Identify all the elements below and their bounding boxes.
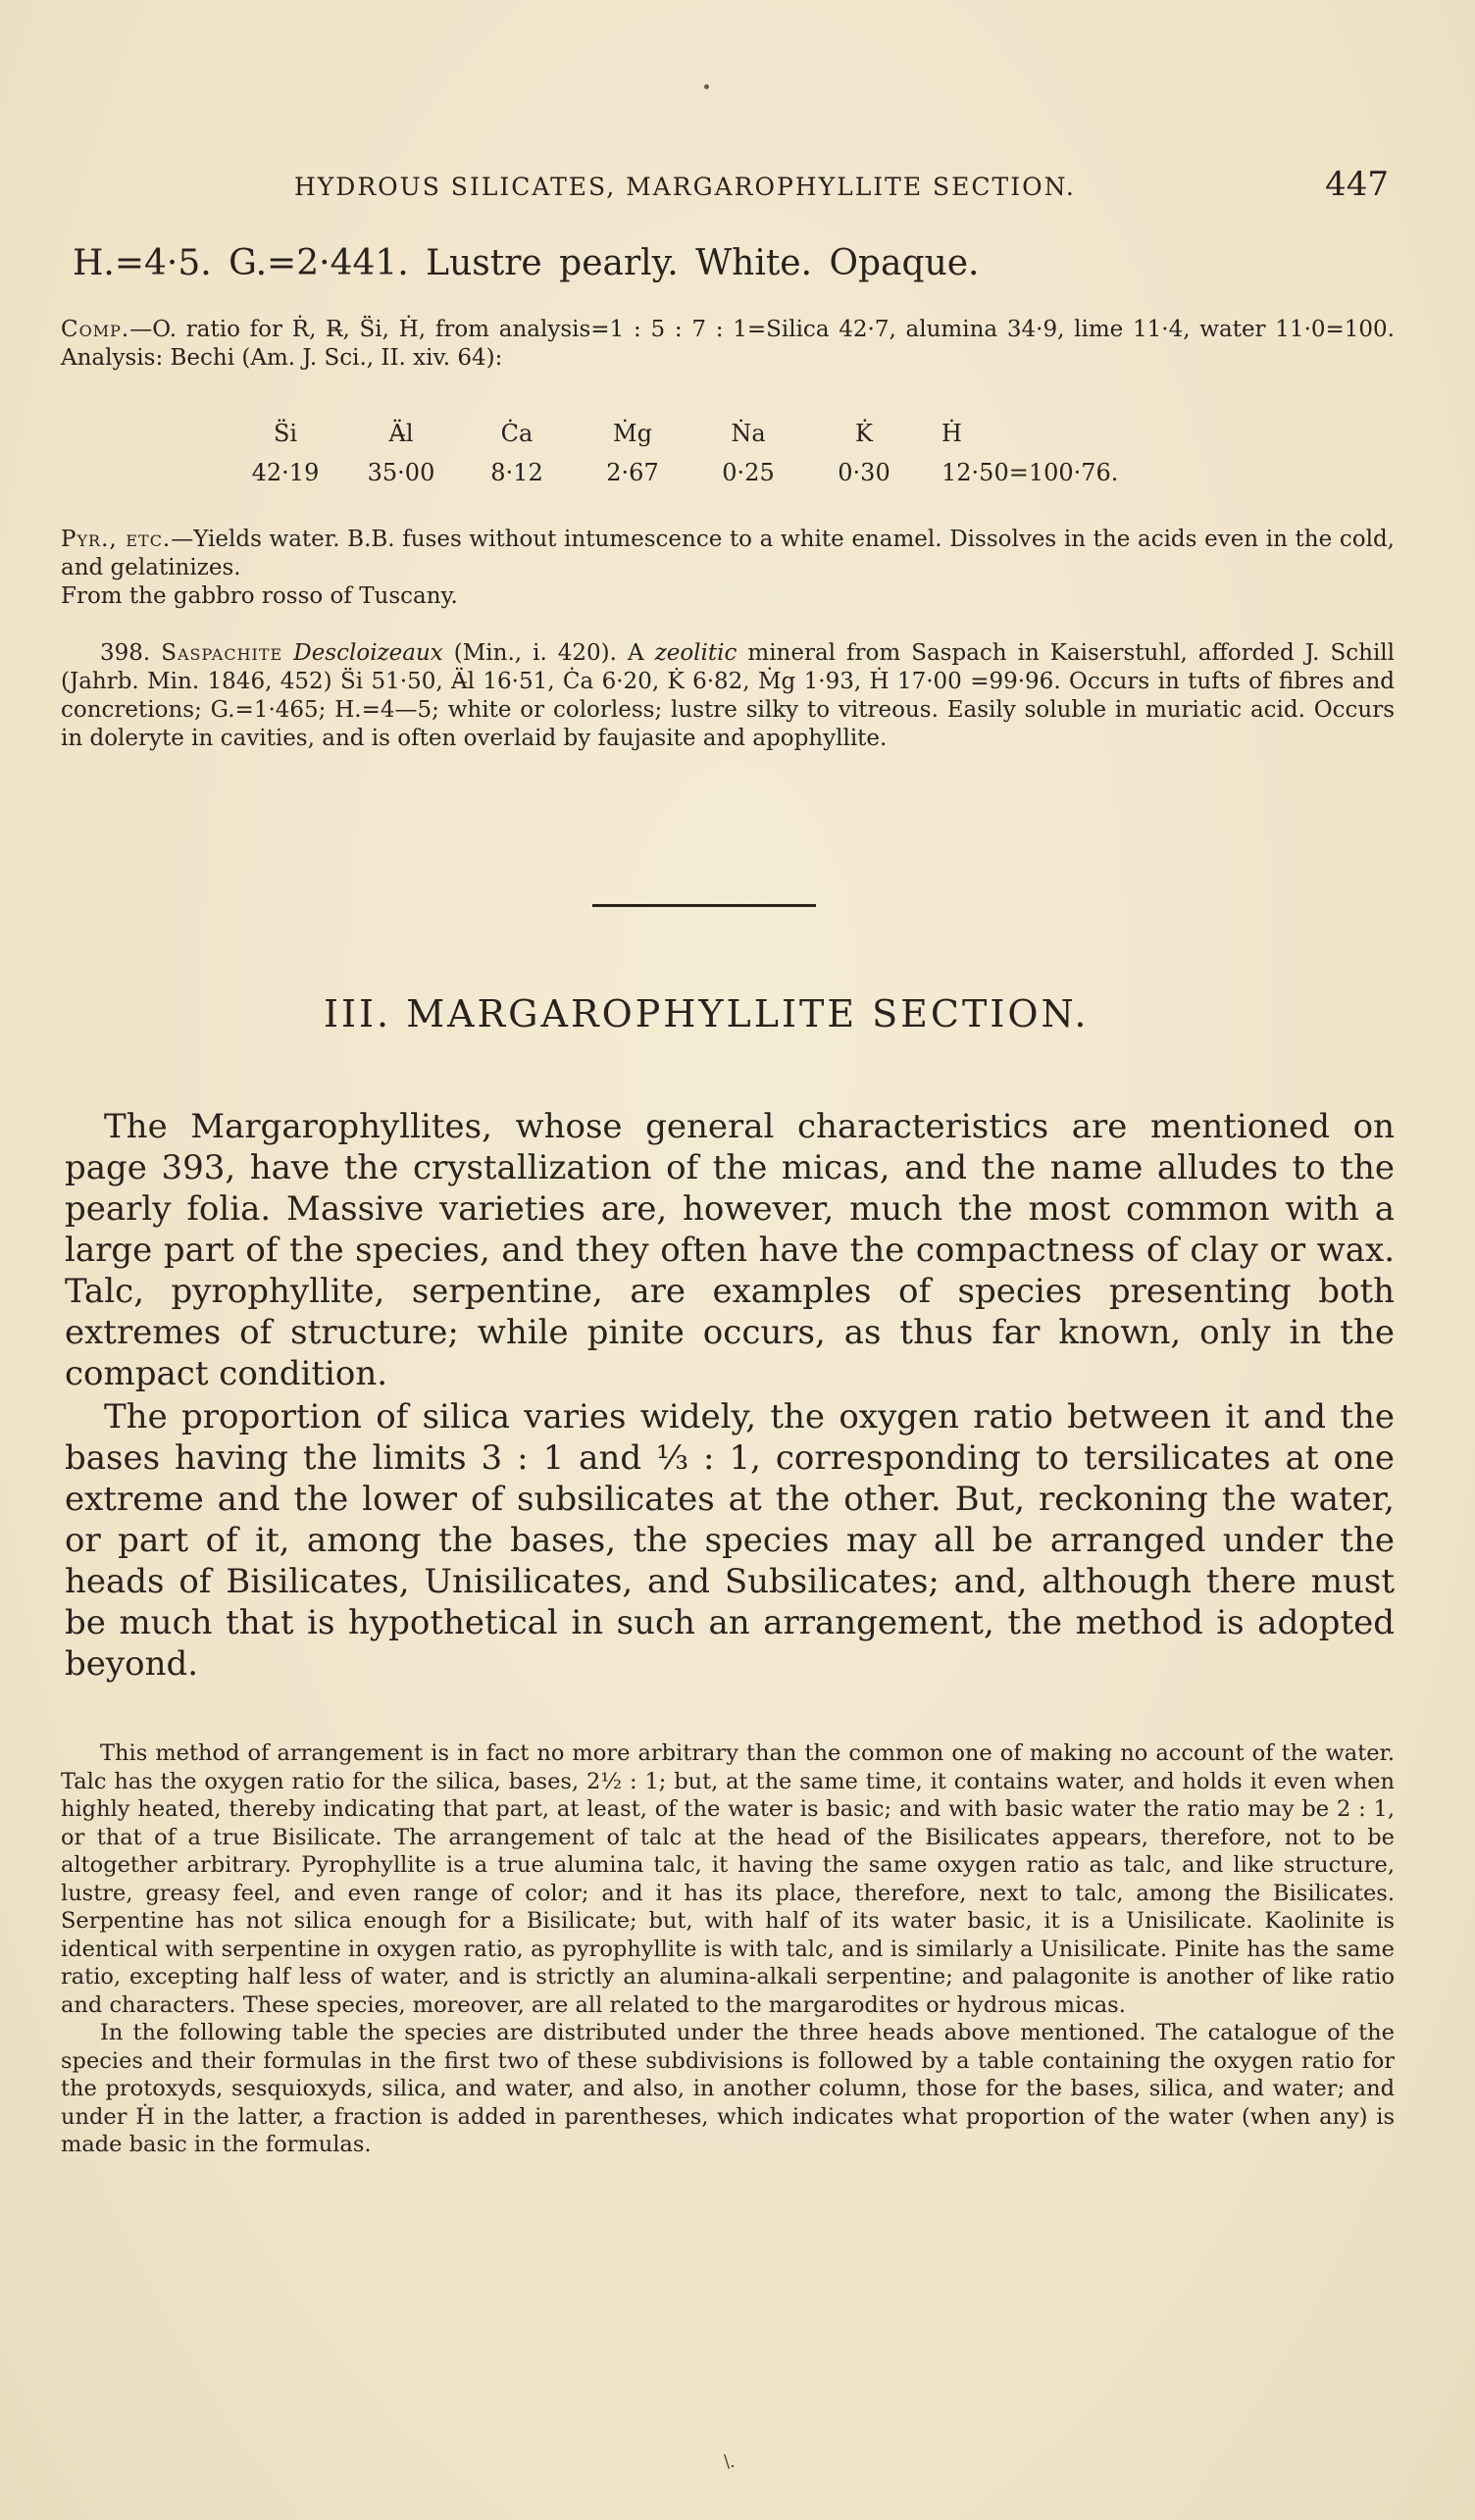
section-intro-paragraph-2 (65, 1396, 1395, 1685)
running-title: HYDROUS SILICATES, MARGAROPHYLLITE SECTION. (294, 173, 1076, 201)
intro-paragraph-1-text: The Margarophyllites, whose general characteristics are mentioned on page 393, have the crystallization of the micas, and the name alludes to the pearly folia. Massive varieties are, however, much the most common with a large part of the species, and they often have the compactness of clay or wax. Talc, pyrophyllite, serpentine, are examples of species presenting both extremes of structure; while pinite occurs, as thus far known, only in the compact condition. (65, 1107, 1395, 1393)
analysis-value: 2·67 (606, 459, 659, 486)
analysis-header: Ċa (500, 420, 534, 447)
page-number: 447 (1325, 165, 1389, 204)
species-number: 398. (100, 640, 151, 666)
section-intro-paragraph-1 (65, 1106, 1395, 1394)
saspachite-italic-word: zeolitic (654, 640, 738, 666)
analysis-value: 35·00 (367, 459, 435, 486)
print-speck (704, 84, 709, 89)
saspachite-text-before: (Min., i. 420). A (442, 640, 655, 666)
comp-label: Comp. (61, 317, 130, 342)
analysis-value: 12·50=100·76. (941, 459, 1119, 486)
analysis-header: S̈i (273, 420, 298, 447)
locality-text: From the gabbro rosso of Tuscany. (61, 583, 458, 609)
pyr-label: Pyr., etc. (61, 527, 172, 552)
section-heading: III. MARGAROPHYLLITE SECTION. (324, 992, 1090, 1035)
comp-text: —O. ratio for Ṙ, R̶, S̈i, Ḣ, from analysis=1 : 5 : 7 : 1=Silica 42·7, alumina 34·9, lime 11·4, water 11·0=100. Analysis: Bechi (Am. J. Sci., II. xiv. 64): (61, 317, 1395, 371)
analysis-header: Ä̶l (388, 420, 414, 447)
analysis-header: Ṅa (731, 420, 766, 447)
pyr-text: —Yields water. B.B. fuses without intumescence to a white enamel. Dissolves in the acids even in the cold, and gelatinizes. (61, 527, 1395, 580)
note-paragraph-1: This method of arrangement is in fact no more arbitrary than the common one of making no account of the water. Talc has the oxygen ratio for the silica, bases, 2½ : 1; but, at the same time, it contains water, and holds it even when highly heated, thereby indicating that part, at least, of the water is basic; and with basic water the ratio may be 2 : 1, or that of a true Bisilicate. The arrangement of talc at the head of the Bisilicates appears, therefore, not to be altogether arbitrary. Pyrophyllite is a true alumina talc, it having the same oxygen ratio as talc, and like structure, lustre, greasy feel, and even range of color; and it has its place, therefore, next to talc, among the Bisilicates. Serpentine has not silica enough for a Bisilicate; but, with half of its water basic, it is a Unisilicate. Kaolinite is identical with serpentine in oxygen ratio, as pyrophyllite is with talc, and is similarly a Unisilicate. Pinite has the same ratio, excepting half less of water, and is strictly an alumina-alkali serpentine; and palagonite is another of like ratio and characters. These species, moreover, are all related to the margarodites or hydrous micas. (61, 1740, 1395, 2018)
analysis-header: K̇ (855, 420, 873, 447)
physical-properties-line: H.=4·5. G.=2·441. Lustre pearly. White. Opaque. (73, 243, 980, 283)
analysis-value: 8·12 (490, 459, 543, 486)
saspachite-text: mineral from Saspach in Kaiserstuhl, afforded J. Schill (Jahrb. Min. 1846, 452) S̈i 51·50, Ä̶l 16·51, Ċa 6·20, K̇ 6·82, Ṁg 1·93, Ḣ 17·00 =99·96. Occurs in tufts of fibres and concretions; G.=1·465; H.=4—5; white or colorless; lustre silky to vitreous. Easily soluble in muriatic acid. Occurs in doleryte in cavities, and is often overlaid by faujasite and apophyllite. (61, 640, 1396, 751)
notes-block (61, 1739, 1395, 2159)
analysis-header-row (228, 414, 1157, 453)
analysis-value: 0·25 (722, 459, 775, 486)
analysis-header: Ḣ (941, 420, 962, 447)
pyrognostics-paragraph (61, 526, 1395, 611)
intro-paragraph-2-text: The proportion of silica varies widely, the oxygen ratio between it and the bases having the limits 3 : 1 and ⅓ : 1, corresponding to tersilicates at one extreme and the lower of subsilicates at the other. But, reckoning the water, or part of it, among the bases, the species may all be arranged under the heads of Bisilicates, Unisilicates, and Subsilicates; and, although there must be much that is hypothetical in such an arrangement, the method is adopted beyond. (65, 1397, 1395, 1684)
footer-mark: \. (724, 2451, 736, 2472)
analysis-header: Ṁg (613, 420, 652, 447)
composition-paragraph (61, 316, 1395, 373)
species-name: Saspachite (161, 640, 283, 666)
analysis-value: 0·30 (838, 459, 890, 486)
analysis-value: 42·19 (251, 459, 320, 486)
analysis-table (228, 414, 1157, 492)
analysis-value-row (228, 453, 1157, 492)
note-paragraph-2: In the following table the species are distributed under the three heads above mentioned. The catalogue of the species and their formulas in the first two of these subdivisions is followed by a table containing the oxygen ratio for the protoxyds, sesquioxyds, silica, and water, and also, in another column, those for the bases, silica, and water; and under Ḣ in the latter, a fraction is added in parentheses, which indicates what proportion of the water (when any) is made basic in the formulas. (61, 2020, 1395, 2157)
saspachite-paragraph (61, 639, 1395, 753)
species-author: Descloizeaux (293, 640, 443, 666)
section-divider (592, 904, 816, 907)
